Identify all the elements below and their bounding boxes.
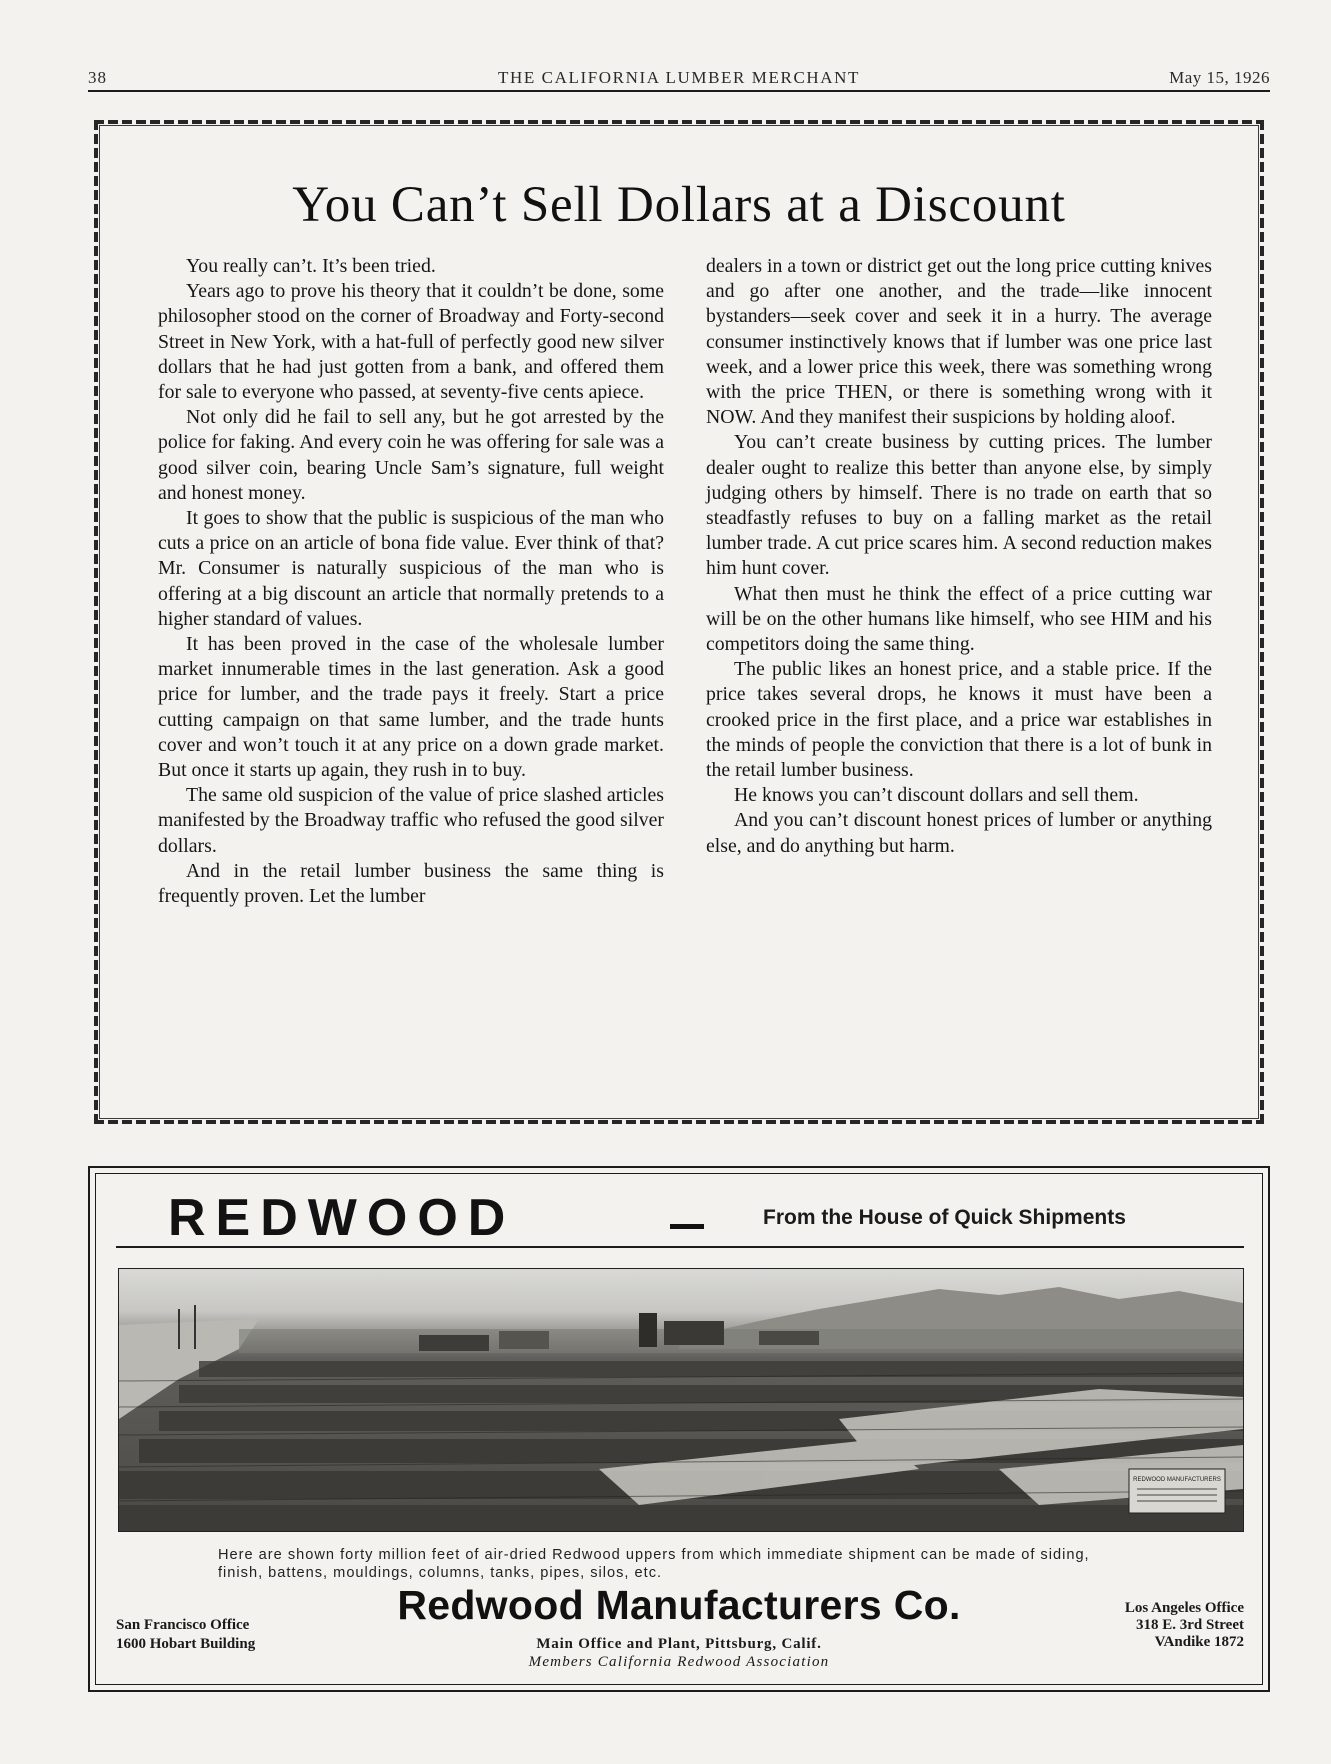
paragraph: The same old suspicion of the value of price slashed articles manifested by the Broadway traffic who refused the good silver dollars. <box>158 784 664 857</box>
lumber-yard-photo <box>118 1268 1244 1532</box>
editorial-columns <box>158 254 1212 1084</box>
la-office-address: 318 E. 3rd Street <box>1135 1617 1244 1633</box>
brand-name: REDWOOD <box>168 1189 516 1247</box>
sf-office-address: 1600 Hobart Building <box>116 1636 256 1652</box>
issue-date: May 15, 1926 <box>1169 68 1270 87</box>
la-office-label: Los Angeles Office <box>1124 1600 1244 1616</box>
ad-tagline: From the House of Quick Shipments <box>763 1206 1126 1229</box>
right-column <box>706 254 1212 1084</box>
photo-caption: Here are shown forty million feet of air-dried Redwood uppers from which immediate shipment can be made of siding, finish, battens, mouldings, columns, tanks, pipes, silos, etc. <box>218 1547 1090 1581</box>
paragraph: dealers in a town or district get out the long price cutting knives and go after one another, and the trade—like innocent bystanders—seek cover and seek it in a hurry. The average consumer instinctively knows that if lumber was one price last week, and a lower price this week, there was something wrong with the price THEN, or there is something wrong with it NOW. And they manifest their suspicions by holding aloof. <box>706 255 1212 429</box>
photo-sign <box>1129 1469 1225 1513</box>
paragraph: And you can’t discount honest prices of lumber or anything else, and do anything but harm. <box>706 809 1212 857</box>
ad-headline <box>90 1188 1268 1247</box>
left-column <box>158 254 664 1084</box>
page-number: 38 <box>88 68 107 87</box>
paragraph: It goes to show that the public is suspicious of the man who cuts a price on an article of bona fide value. Ever think of that? Mr. Consumer is naturally suspicious of the man who is offering at a big discount an article that normally pretends to a higher standard of values. <box>158 507 664 630</box>
la-office-phone: VAndike 1872 <box>1154 1634 1244 1650</box>
editorial-box <box>88 114 1270 1130</box>
paragraph: You really can’t. It’s been tried. <box>186 255 436 277</box>
running-header <box>88 66 1270 92</box>
paragraph: The public likes an honest price, and a stable price. If the price takes several drops, he knows it must have been a crooked price in the first place, and a price war establishes in the minds of people the conviction that there is a lot of bunk in the retail lumber business. <box>706 658 1212 782</box>
photo-sign-text: REDWOOD MANUFACTURERS <box>1133 1477 1221 1483</box>
paragraph: Years ago to prove his theory that it couldn’t be done, some philosopher stood on the corner of Broadway and Forty-second Street in New York, with a hat-full of perfectly good new silver dollars that he had just gotten from a bank, and offered them for sale to everyone who passed, at seventy-five cents apiece. <box>158 280 664 404</box>
paragraph: You can’t create business by cutting prices. The lumber dealer ought to realize this better than anyone else, by simply judging others by himself. There is no trade on earth that so steadfastly refuses to buy on a falling market as the retail lumber trade. A cut price scares him. A second reduction makes him hunt cover. <box>706 431 1212 580</box>
headline-dash <box>670 1224 704 1229</box>
paragraph: What then must he think the effect of a price cutting war will be on the other humans like himself, who see HIM and his competitors doing the same thing. <box>706 582 1212 656</box>
ad-divider <box>116 1246 1244 1248</box>
editorial-title: You Can’t Sell Dollars at a Discount <box>292 177 1066 233</box>
main-office: Main Office and Plant, Pittsburg, Calif. <box>536 1636 822 1652</box>
paragraph: And in the retail lumber business the same thing is frequently proven. Let the lumber <box>158 859 664 908</box>
paragraph: It has been proved in the case of the wholesale lumber market innumerable times in the last generation. Ask a good price for lumber, and the trade pays it freely. Start a price cutting campaign on that same lumber, and the trade hunts cover and won’t touch it at any price on a down grade market. But once it starts up again, they rush in to buy. <box>158 633 664 782</box>
association-membership: Members California Redwood Association <box>528 1654 830 1670</box>
sf-office-label: San Francisco Office <box>116 1617 250 1633</box>
company-name: Redwood Manufacturers Co. <box>397 1582 961 1628</box>
paragraph: Not only did he fail to sell any, but he got arrested by the police for faking. And every coin he was offering for sale was a good silver coin, bearing Uncle Sam’s signature, full weight and honest money. <box>158 406 664 504</box>
paragraph: He knows you can’t discount dollars and sell them. <box>734 784 1139 807</box>
redwood-advertisement <box>88 1166 1270 1692</box>
publication-title: THE CALIFORNIA LUMBER MERCHANT <box>497 68 861 87</box>
